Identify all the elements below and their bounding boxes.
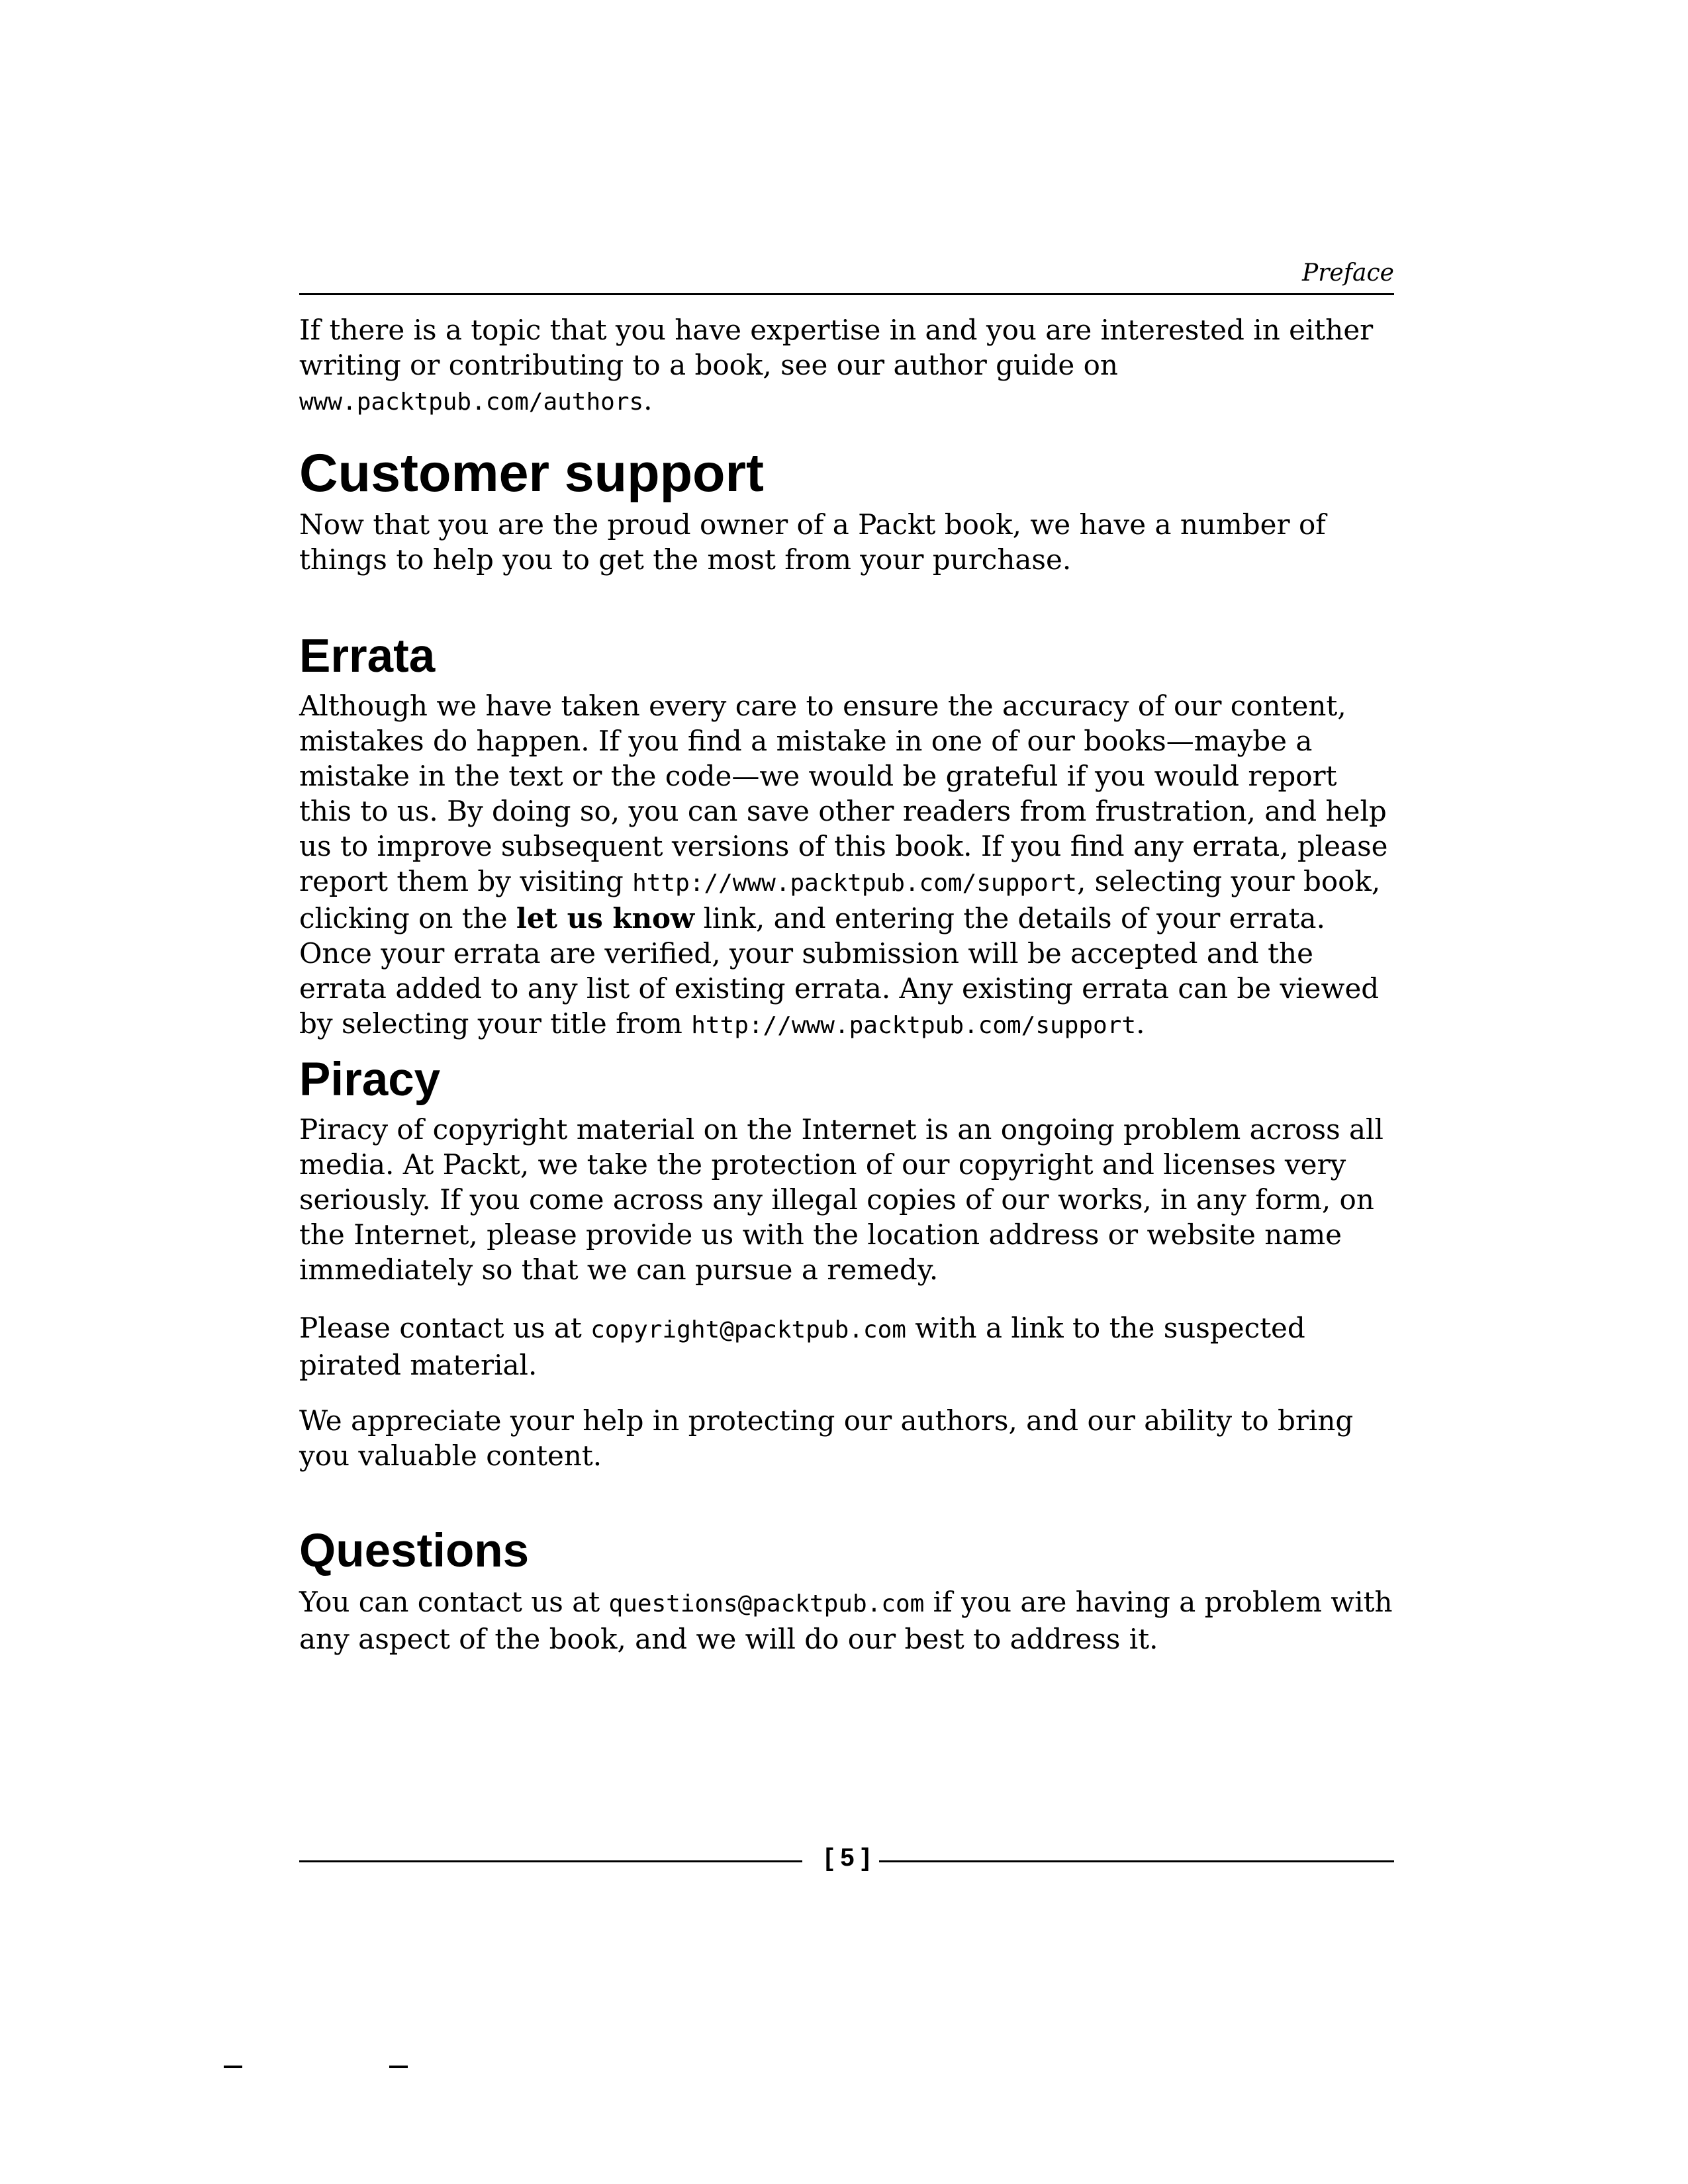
piracy-paragraph-3: We appreciate your help in protecting our authors, and our ability to bring you valuable content.	[299, 1404, 1354, 1472]
let-us-know-link[interactable]: let us know	[516, 902, 695, 934]
questions-paragraph	[299, 1584, 1394, 1657]
folio-rule-left	[299, 1860, 802, 1862]
header-rule	[299, 293, 1394, 295]
running-head: Preface	[1302, 259, 1394, 287]
authors-link[interactable]: www.packtpub.com/authors	[299, 388, 644, 416]
support-link-1[interactable]: http://www.packtpub.com/support	[632, 870, 1077, 897]
piracy-heading: Piracy	[299, 1054, 441, 1106]
intro-text: If there is a topic that you have expertise in and you are interested in either writing or contributing to a book, see our author guide on	[299, 314, 1374, 381]
piracy-contact-end: with a link to the suspected pirated material.	[299, 1312, 1305, 1381]
errata-heading: Errata	[299, 630, 436, 682]
questions-email-link[interactable]: questions@packtpub.com	[608, 1590, 925, 1617]
questions-heading: Questions	[299, 1525, 530, 1577]
folio-rule-right	[879, 1860, 1394, 1862]
intro-paragraph	[299, 312, 1394, 420]
piracy-contact-text: Please contact us at	[299, 1312, 591, 1344]
questions-text: You can contact us at	[299, 1586, 609, 1618]
customer-support-heading: Customer support	[299, 443, 765, 503]
support-link-2[interactable]: http://www.packtpub.com/support	[691, 1012, 1137, 1039]
errata-paragraph	[299, 688, 1394, 1043]
piracy-paragraph-2	[299, 1310, 1394, 1383]
questions-end: if you are having a problem with any aspect of the book, and we will do our best to address it.	[299, 1586, 1393, 1655]
intro-end: .	[643, 384, 653, 416]
copyright-email-link[interactable]: copyright@packtpub.com	[590, 1316, 906, 1343]
errata-text-2: , selecting your book, clicking on the	[299, 865, 1381, 934]
errata-end: .	[1136, 1007, 1145, 1040]
crop-mark-right	[389, 2066, 408, 2068]
errata-text-3: link, and entering the details of your errata. Once your errata are verified, your submission will be accepted and the errata added to any list of existing errata. Any existing errata can be viewed by selecting your title from	[299, 902, 1380, 1040]
customer-support-paragraph: Now that you are the proud owner of a Packt book, we have a number of things to help you to get the most from your purchase.	[299, 508, 1326, 576]
errata-text-1: Although we have taken every care to ensure the accuracy of our content, mistakes do happen. If you find a mistake in one of our books—maybe a mistake in the text or the code—we would be grateful if you would report this to us. By doing so, you can save other readers from frustration, and help us to improve subsequent versions of this book. If you find any errata, please report them by visiting	[299, 690, 1388, 897]
piracy-paragraph-1: Piracy of copyright material on the Internet is an ongoing problem across all media. At Packt, we take the protection of our copyright and licenses very seriously. If you come across any illegal copies of our works, in any form, on the Internet, please provide us with the location address or website name immediately so that we can pursue a remedy.	[299, 1113, 1383, 1286]
page-number: [ 5 ]	[825, 1844, 870, 1872]
crop-mark-left	[224, 2066, 242, 2068]
